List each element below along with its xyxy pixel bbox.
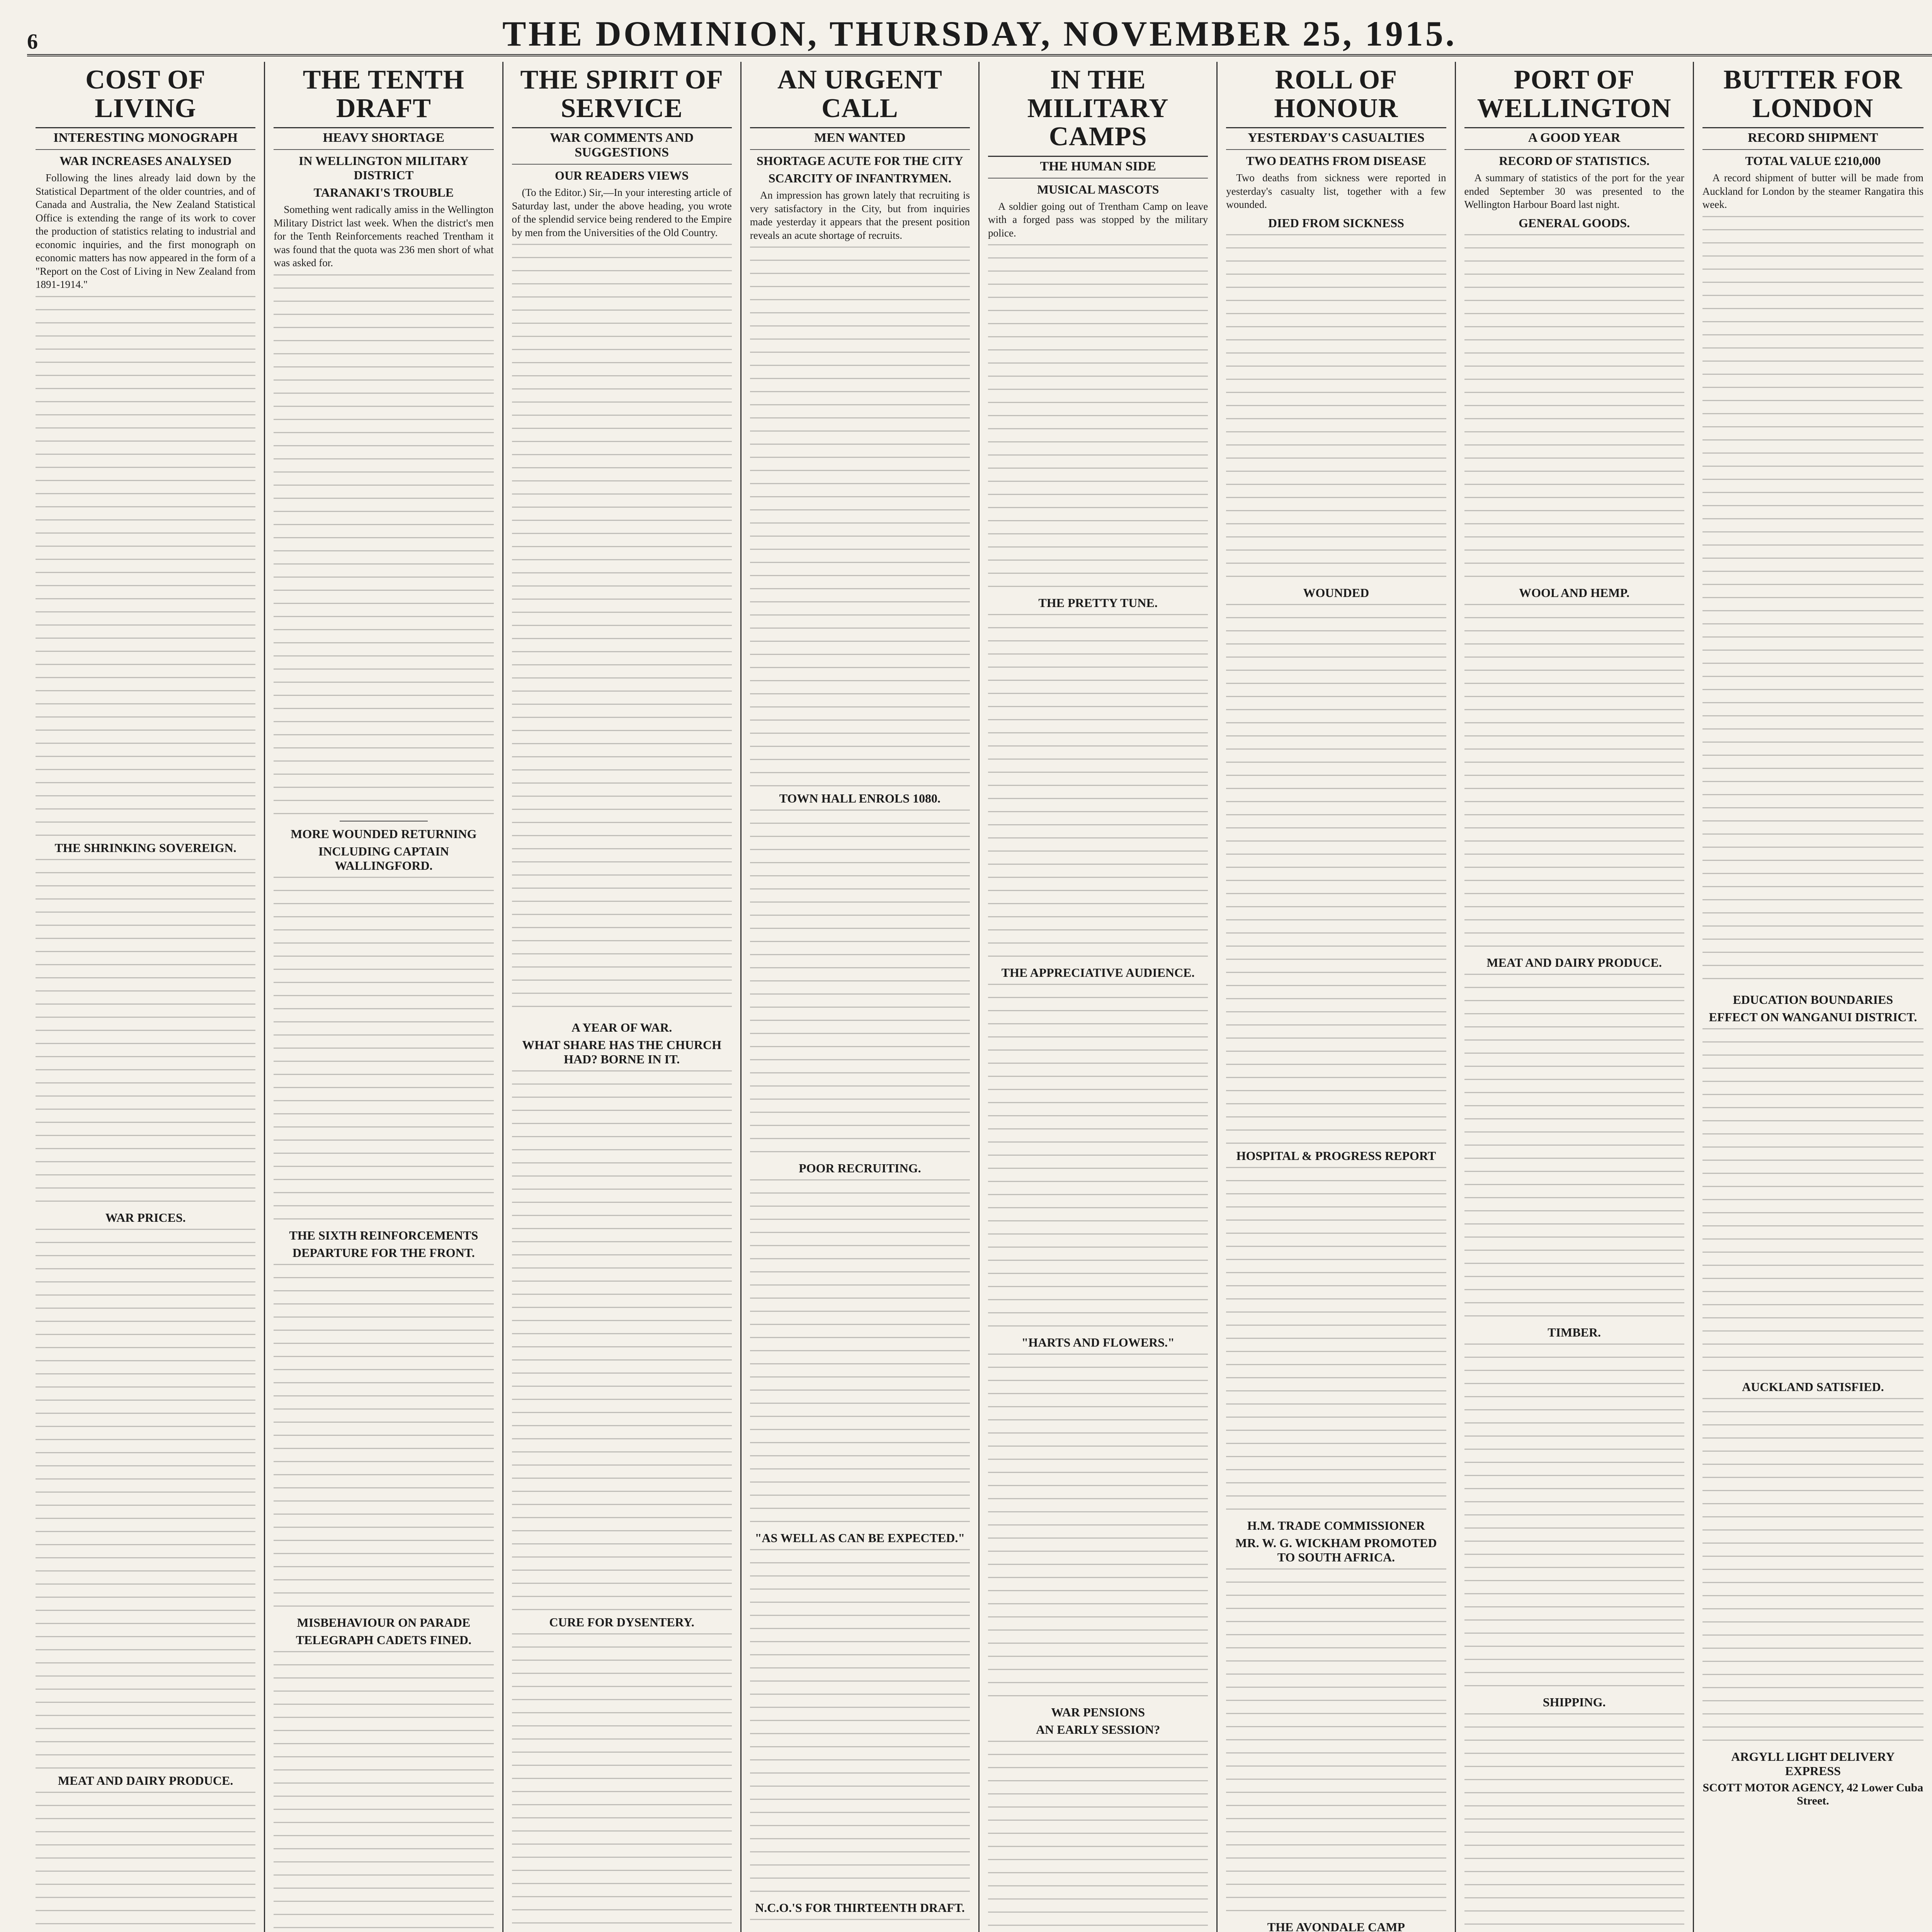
section-heading: MORE WOUNDED RETURNING	[291, 827, 477, 841]
article-body	[512, 186, 732, 239]
headline: ROLL OF HONOUR	[1226, 66, 1446, 128]
headline: PORT OF WELLINGTON	[1464, 66, 1684, 128]
section-heading: WAR PRICES.	[105, 1210, 186, 1225]
section-heading: THE PRETTY TUNE.	[1038, 596, 1158, 610]
subheadline: IN WELLINGTON MILITARY DISTRICT	[298, 154, 469, 182]
section-heading: EDUCATION BOUNDARIES	[1733, 992, 1893, 1007]
subheadline: THE HUMAN SIDE	[988, 159, 1208, 179]
article-text-block	[750, 247, 970, 787]
statistics-table	[1464, 234, 1684, 582]
lede-paragraph: An impression has grown lately that recruiting is very satisfactory in the City, but from inquiries made yesterday it appears that the present position reveals an acute shortage of recruits.	[750, 189, 970, 241]
section-heading: "AS WELL AS CAN BE EXPECTED."	[755, 1531, 965, 1545]
section-subheading: TELEGRAPH CADETS FINED.	[296, 1633, 472, 1647]
section-heading: THE APPRECIATIVE AUDIENCE.	[1001, 966, 1195, 980]
subheadline: A GOOD YEAR	[1464, 131, 1684, 150]
column-urgent-call	[742, 62, 980, 1932]
article-body	[1702, 171, 1923, 211]
article-text-block	[750, 1549, 970, 1897]
section-heading: A YEAR OF WAR.	[571, 1020, 672, 1035]
section-heading: H.M. TRADE COMMISSIONER	[1247, 1518, 1425, 1532]
section-heading: THE AVONDALE CAMP	[1267, 1920, 1405, 1932]
section-heading: CURE FOR DYSENTERY.	[549, 1615, 694, 1629]
section-subheading: WHAT SHARE HAS THE CHURCH HAD? BORNE IN IT.	[522, 1038, 721, 1066]
section-heading: AUCKLAND SATISFIED.	[1742, 1379, 1884, 1394]
section-heading: POOR RECRUITING.	[799, 1161, 921, 1175]
section-heading: GENERAL GOODS.	[1519, 216, 1630, 230]
lede-paragraph: A soldier going out of Trentham Camp on leave with a forged pass was stopped by the military police.	[988, 200, 1208, 239]
section-heading: TOWN HALL ENROLS 1080.	[779, 791, 941, 806]
article-text-block	[750, 1179, 970, 1527]
subheadline: SCARCITY OF INFANTRYMEN.	[768, 171, 951, 185]
article-text-block	[1702, 1028, 1923, 1376]
advertisement-line: SCOTT MOTOR AGENCY, 42 Lower Cuba Street.	[1702, 1781, 1923, 1807]
column-spirit-of-service	[503, 62, 742, 1932]
column-cost-of-living	[27, 62, 265, 1932]
newspaper-columns	[27, 62, 1932, 1932]
section-subheading: AN EARLY SESSION?	[1036, 1723, 1160, 1737]
article-text-block	[988, 984, 1208, 1332]
section-subheading: EFFECT ON WANGANUI DISTRICT.	[1709, 1010, 1917, 1024]
advertisement-heading: ARGYLL LIGHT DELIVERY EXPRESS	[1731, 1749, 1895, 1778]
headline: AN URGENT CALL	[750, 66, 970, 128]
subheadline: HEAVY SHORTAGE	[274, 131, 493, 150]
subheadline: MUSICAL MASCOTS	[1037, 182, 1159, 196]
lede-paragraph: A summary of statistics of the port for the year ended September 30 was presented to the Wellington Harbour Board last night.	[1464, 172, 1684, 211]
article-text-block	[274, 1264, 493, 1612]
statistics-table	[1464, 604, 1684, 952]
article-text-block	[750, 810, 970, 1157]
subheadline: WAR INCREASES ANALYSED	[60, 154, 232, 168]
article-text-block	[1226, 604, 1446, 1145]
article-text-block	[1702, 1398, 1923, 1746]
statistics-table	[1464, 974, 1684, 1321]
article-body	[36, 171, 255, 291]
article-body	[274, 203, 493, 270]
subheadline: SHORTAGE ACUTE FOR THE CITY	[757, 154, 963, 168]
section-heading: MEAT AND DAIRY PRODUCE.	[1486, 955, 1662, 969]
article-text-block	[274, 274, 493, 815]
article-text-block	[1226, 234, 1446, 582]
article-text-block	[512, 244, 732, 1017]
subheadline: INTERESTING MONOGRAPH	[36, 131, 255, 150]
column-roll-of-honour	[1218, 62, 1456, 1932]
section-heading: N.C.O.'S FOR THIRTEENTH DRAFT.	[755, 1901, 965, 1915]
section-heading: MEAT AND DAIRY PRODUCE.	[58, 1773, 233, 1787]
section-subheading: MR. W. G. WICKHAM PROMOTED TO SOUTH AFRICA.	[1235, 1536, 1437, 1564]
article-text-block	[1226, 1167, 1446, 1515]
lede-paragraph: Something went radically amiss in the Wellington Military District last week. When the district's men for the Tenth Reinforcements reached Trentham it was found that the quota was 236 men short of what was asked for.	[274, 204, 494, 269]
section-heading: TIMBER.	[1548, 1325, 1601, 1339]
subheadline: TOTAL VALUE £210,000	[1745, 154, 1881, 168]
section-heading: WAR PENSIONS	[1051, 1705, 1145, 1719]
headline: COST OF LIVING	[36, 66, 255, 128]
section-heading: DIED FROM SICKNESS	[1268, 216, 1404, 230]
statistics-table	[1464, 1713, 1684, 1932]
newspaper-title: THE DOMINION, THURSDAY, NOVEMBER 25, 1915.	[502, 14, 1457, 53]
section-subheading: DEPARTURE FOR THE FRONT.	[292, 1245, 475, 1260]
section-heading: THE SIXTH REINFORCEMENTS	[289, 1228, 478, 1242]
masthead	[27, 8, 1932, 56]
subheadline: MEN WANTED	[750, 131, 970, 150]
article-text-block	[1702, 216, 1923, 989]
article-text-block	[36, 1792, 255, 1932]
section-heading: HOSPITAL & PROGRESS REPORT	[1236, 1148, 1436, 1163]
article-body	[988, 200, 1208, 240]
section-heading: WOOL AND HEMP.	[1519, 585, 1630, 600]
article-body	[1226, 171, 1446, 211]
lede-paragraph: Two deaths from sickness were reported in yesterday's casualty list, together with a few wounded.	[1226, 172, 1446, 211]
column-military-camps	[980, 62, 1218, 1932]
article-text-block	[36, 296, 255, 837]
section-subheading: INCLUDING CAPTAIN WALLINGFORD.	[318, 844, 449, 872]
article-text-block	[988, 1741, 1208, 1932]
article-text-block	[750, 1919, 970, 1932]
subheadline: TWO DEATHS FROM DISEASE	[1246, 154, 1426, 168]
column-butter-for-london	[1694, 62, 1932, 1932]
article-text-block	[988, 1354, 1208, 1701]
headline: THE SPIRIT OF SERVICE	[512, 66, 732, 128]
subheadline: RECORD SHIPMENT	[1702, 131, 1923, 150]
statistics-table	[1464, 1344, 1684, 1691]
article-body	[750, 189, 970, 242]
article-text-block	[512, 1070, 732, 1611]
article-text-block	[1226, 1568, 1446, 1916]
article-text-block	[512, 1633, 732, 1932]
article-text-block	[988, 244, 1208, 592]
subheadline: YESTERDAY'S CASUALTIES	[1226, 131, 1446, 150]
lede-paragraph: Following the lines already laid down by the Statistical Department of the older countries, and of Canada and Australia, the New Zealand Statistical Office is extending the range of its work to cover the production of statistics relating to industrial and economic inquiries, and the first monograph on economic matters has now appeared in the form of a "Report on the Cost of Living in New Zealand from 1891-1914."	[36, 172, 256, 291]
subheadline: TARANAKI'S TROUBLE	[313, 185, 454, 199]
section-heading: WOUNDED	[1303, 585, 1369, 600]
subheadline: WAR COMMENTS AND SUGGESTIONS	[512, 131, 732, 165]
article-text-block	[36, 859, 255, 1207]
headline: IN THE MILITARY CAMPS	[988, 66, 1208, 157]
lede-paragraph: (To the Editor.) Sir,—In your interesting article of Saturday last, under the above heading, you wrote of the splendid service being rendered to the Empire by men from the Universities of the Old Country.	[512, 187, 732, 238]
page-number: 6	[27, 30, 38, 54]
article-text-block	[274, 877, 493, 1225]
article-text-block	[36, 1229, 255, 1770]
section-heading: THE SHRINKING SOVEREIGN.	[54, 840, 236, 855]
headline: BUTTER FOR LONDON	[1702, 66, 1923, 128]
column-port-of-wellington	[1456, 62, 1694, 1932]
article-text-block	[988, 614, 1208, 962]
subheadline: OUR READERS VIEWS	[555, 168, 689, 182]
subheadline: RECORD OF STATISTICS.	[1499, 154, 1650, 168]
section-heading: "HARTS AND FLOWERS."	[1021, 1335, 1175, 1350]
lede-paragraph: A record shipment of butter will be made from Auckland for London by the steamer Rangatira this week.	[1702, 172, 1923, 211]
section-heading: MISBEHAVIOUR ON PARADE	[297, 1615, 471, 1629]
column-tenth-draft	[265, 62, 503, 1932]
article-body	[1464, 171, 1684, 211]
section-heading: SHIPPING.	[1543, 1695, 1606, 1709]
article-text-block	[274, 1651, 493, 1932]
headline: THE TENTH DRAFT	[274, 66, 493, 128]
